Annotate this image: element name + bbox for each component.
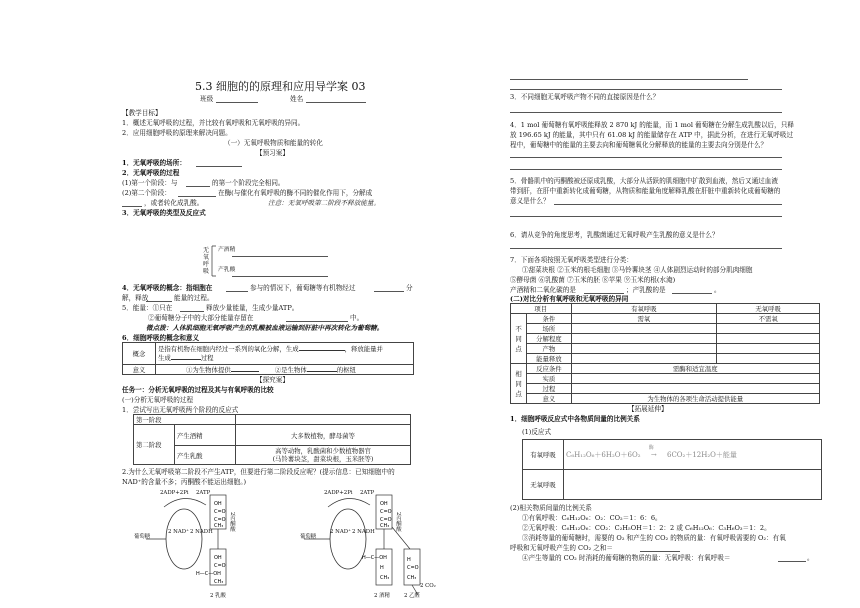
q2-stage2-tail: 在酶(与催化有氧呼吸的酶不同的催化作用下，分解成 — [218, 189, 373, 197]
d2-co2: 2 CO₂ — [420, 583, 436, 589]
extend-heading: 【拓展延伸】 — [628, 405, 668, 413]
ext-2e-blank[interactable] — [778, 561, 806, 562]
r-q4-line2[interactable] — [510, 169, 782, 170]
r-q7-e: 。 — [714, 286, 721, 294]
cmp-condition: 条件 — [527, 314, 571, 324]
svg-text:CH₃: CH₃ — [380, 575, 390, 581]
r-q7-b: ⑤酵母菌 ⑥乳酸菌 ⑦玉米的胚 ⑧苹果 ⑨玉米的根(水淹) — [510, 276, 676, 284]
q3-types: 3．无氧呼吸的类型及反应式 — [122, 209, 206, 217]
cmp-energy-aer[interactable] — [571, 354, 717, 364]
cmp-product-aer[interactable] — [571, 344, 717, 354]
r-q4-a: 4．1 mol 葡萄糖有氧呼吸能释放 2 870 kJ 的能量，而 1 mol 葡萄糖在分解生成乳酸以后，只释 — [510, 121, 794, 129]
cmp-reaction-condition: 反应条件 — [527, 364, 571, 374]
cmp-energy-ana[interactable] — [717, 354, 820, 364]
svg-text:OH: OH — [380, 501, 388, 507]
cmp-degree: 分解程度 — [527, 334, 571, 344]
eq-aerobic-formula — [564, 440, 822, 470]
ext-2c: ③消耗等量的葡萄糖时，需要的 O₂ 和产生的 CO₂ 的物质的量：有氧呼吸需要的 O₂：有氧 — [522, 534, 786, 542]
name-label: 姓名 — [290, 95, 304, 103]
r-q3: 3．不同细胞无氧呼吸产物不同的直接原因是什么？ — [510, 93, 660, 101]
question-why-2: NAD⁺的含量不多；丙酮酸不能运出细胞。) — [122, 478, 247, 486]
concept-blank1[interactable] — [299, 350, 345, 351]
svg-text:H—C—OH: H—C—OH — [362, 555, 387, 561]
task-1: 任务一：分析无氧呼吸的过程及其与有氧呼吸的比较 — [122, 386, 274, 394]
stage-2-lactic: 产生乳酸 — [175, 446, 236, 465]
cmp-process: 过程 — [527, 384, 571, 394]
svg-text:CH₃: CH₃ — [214, 579, 224, 585]
atp-arrow-2 — [328, 498, 370, 507]
r-q4-b: 放 196.65 kJ 的能量，其中只有 61.08 kJ 的能量储存在 ATP 中，据此分析，在进行无氧呼吸过 — [510, 131, 794, 139]
explore-heading: 【探究案】 — [256, 376, 289, 384]
ext-2d: 呼吸和无氧呼吸产生的 CO₂ 之和＝ — [510, 544, 614, 552]
cmp-site-aer[interactable] — [571, 324, 717, 334]
answer-line-top2[interactable] — [510, 89, 782, 90]
r-q7: 7．下面各项按照无氧呼吸类型进行分类： — [510, 256, 633, 264]
q4-blank2[interactable] — [374, 291, 404, 292]
type-lactic-line[interactable] — [232, 276, 328, 277]
concept-text-b: ，释放能量并 — [344, 344, 383, 353]
eq-arrow: 酶 → — [648, 444, 657, 459]
r-q5-line2[interactable] — [510, 216, 782, 217]
stage-1-answer[interactable] — [236, 415, 411, 425]
type-label: 无氧呼吸 — [203, 247, 210, 275]
stage-table — [133, 414, 411, 465]
cmp-condition-ana: 不需氧 — [717, 314, 820, 324]
cycle-ellipse-2 — [330, 509, 366, 569]
cmp-essence-v[interactable] — [571, 374, 820, 384]
goals-heading: 【教学目标】 — [122, 109, 162, 117]
cmp-degree-aer[interactable] — [571, 334, 717, 344]
eq-anaerobic: 无氧呼吸 — [523, 470, 564, 500]
lactic-organisms-1: 高等动物，乳酸菌和少数植物器官 — [275, 447, 371, 455]
eq-reactants: C₆H₁₂O₆＋6H₂O＋6O₂ — [566, 450, 641, 459]
cmp-same: 相同点 — [511, 364, 527, 404]
d1-lactate: 2 乳酸 — [210, 593, 226, 599]
svg-text:C=O: C=O — [380, 517, 392, 523]
q5-energy-c: ②葡萄糖分子中的大部分能量存留在 — [148, 314, 254, 322]
meaning-text-b: ②是生物体 — [274, 366, 307, 374]
q5-energy-b: 释放少量能量，生成少量ATP。 — [206, 304, 299, 312]
concept-table — [122, 342, 414, 375]
stage-2-head: 第二阶段 — [134, 425, 175, 465]
cmp-differences: 不同点 — [511, 314, 527, 364]
q2-stage1: (1)第一个阶段：与 — [122, 179, 178, 187]
svg-text:CH₃: CH₃ — [380, 523, 390, 529]
meaning-text-c: 的枢纽 — [336, 366, 356, 374]
preview-heading: 【预习案】 — [256, 149, 289, 157]
q2-stage2-end: ，或者转化成乳酸。 — [144, 199, 204, 207]
concept-blank2[interactable] — [171, 359, 201, 360]
q4-blank1[interactable] — [226, 291, 248, 292]
cmp-significance: 意义 — [527, 394, 571, 404]
meaning-blank2[interactable] — [307, 371, 337, 372]
question-why-1: 2.为什么无氧呼吸第二阶段不产生ATP，但要进行第二阶段反应呢？(提示信息：已知细胞中的 — [122, 468, 395, 476]
d1-nadh: 2 NADH — [190, 529, 213, 535]
r-q7-a: ①甜菜块根 ②玉米的根毛细胞 ③马铃薯块茎 ④人体剧烈运动时的部分肌肉细胞 — [522, 266, 753, 274]
d2-atp: 2ATP — [360, 490, 375, 496]
q5-blank2[interactable] — [286, 321, 348, 322]
svg-text:C=O: C=O — [214, 563, 226, 569]
q4-concept-d: 解，释放 — [122, 294, 149, 302]
eq-anaerobic-answer[interactable] — [564, 470, 822, 500]
task-1b: 1．尝试写出无氧呼吸两个阶段的反应式 — [122, 406, 239, 414]
eq-aerobic: 有氧呼吸 — [523, 440, 564, 470]
cmp-site: 场所 — [527, 324, 571, 334]
task-1a: (一)分析无氧呼吸的过程 — [122, 396, 194, 404]
q6-concept-meaning: 6．细胞呼吸的概念和意义 — [122, 334, 200, 342]
ext-2a: ①有氧呼吸：C₆H₁₂O₆：O₂：CO₂＝1：6：6。 — [522, 514, 662, 522]
cmp-anaerobic: 无氧呼吸 — [717, 304, 820, 314]
type-alcohol-line[interactable] — [232, 256, 328, 257]
q4-blank3[interactable] — [146, 301, 172, 302]
q5-energy: 5．能量：①只在 — [122, 304, 173, 312]
r-q5-line1[interactable] — [554, 204, 782, 205]
q4-concept-b: 参与的情况下，葡萄糖等有机物经过 — [250, 284, 356, 292]
equation-table — [522, 439, 822, 500]
meaning-head: 意义 — [123, 365, 156, 375]
compare-table — [510, 303, 820, 404]
svg-text:H: H — [380, 565, 384, 571]
ext-2: (2)相关物质间量的比例关系 — [510, 504, 592, 512]
meaning-blank1[interactable] — [231, 371, 259, 372]
r-q6: 6．请从竞争的角度思考，乳酸菌通过无氧呼吸产生乳酸的意义是什么？ — [510, 231, 719, 239]
r-q7-d: ；产乳酸的是 — [626, 286, 666, 294]
concept-text-d: 过程 — [200, 353, 214, 362]
ext-1: 1．细胞呼吸反应式中各物质间量的比例关系 — [510, 415, 640, 423]
goal-2: 2．应用细胞呼吸的原理来解决问题。 — [122, 129, 232, 137]
q2a-blank[interactable] — [186, 186, 210, 187]
type-lactic: 产乳酸 — [218, 267, 236, 273]
meaning-cell[interactable] — [156, 365, 414, 375]
stage-1-head: 第一阶段 — [134, 415, 236, 425]
note-1: 注意：无氧呼吸第二阶段不释放能量。 — [268, 199, 381, 207]
cmp-significance-v: 为生物体的各项生命活动提供能量 — [571, 394, 820, 404]
compare-heading: (二)对比分析有氧呼吸和无氧呼吸的异同 — [510, 295, 629, 303]
class-label: 班级 — [200, 95, 214, 103]
r-q7-blank1[interactable] — [584, 293, 624, 294]
d1-adp: 2ADP+2Pi — [160, 490, 189, 496]
svg-text:CH₃: CH₃ — [214, 523, 224, 529]
goal-1: 1．概述无氧呼吸的过程，并比较有氧呼吸和无氧呼吸的异同。 — [122, 119, 305, 127]
cmp-reaction-condition-v: 需酶和适宜温度 — [571, 364, 820, 374]
eq-products: 6CO₂＋12H₂O＋能量 — [667, 450, 737, 459]
svg-text:C=O: C=O — [407, 565, 419, 571]
cmp-item: 项目 — [511, 304, 572, 314]
q4-concept: 4．无氧呼吸的概念：指细胞在 — [122, 284, 213, 292]
cmp-product: 产物 — [527, 344, 571, 354]
d2-nadh: 2 NADH — [352, 529, 375, 535]
d2-glucose: 葡萄糖 — [300, 534, 317, 540]
stage-2-lactic-organisms[interactable] — [236, 446, 411, 465]
r-q3-line[interactable] — [510, 112, 782, 113]
r-q5-c: 意义是什么？ — [510, 197, 550, 205]
svg-text:CH₃: CH₃ — [407, 575, 417, 581]
r-q7-blank2[interactable] — [672, 293, 712, 294]
q4-concept-c: 分 — [406, 284, 413, 292]
d2-nad: 2 NAD⁺ — [330, 529, 351, 535]
q2-process: 2．无氧呼吸的过程 — [122, 169, 180, 177]
page-title: 5.3 细胞的的原理和应用导学案 03 — [195, 80, 366, 93]
svg-text:H: H — [407, 557, 411, 563]
r-q4-line1[interactable] — [510, 157, 782, 158]
svg-text:C=O: C=O — [214, 509, 226, 515]
name-blank[interactable] — [306, 102, 366, 103]
svg-text:C=O: C=O — [214, 517, 226, 523]
answer-line-top[interactable] — [510, 79, 748, 80]
q2b-blank[interactable] — [178, 196, 216, 197]
d1-nad: 2 NAD⁺ — [168, 529, 189, 535]
svg-text:C=O: C=O — [380, 509, 392, 515]
svg-text:OH: OH — [214, 555, 222, 561]
ext-2f: 。 — [807, 554, 814, 562]
cmp-degree-ana[interactable] — [717, 334, 820, 344]
class-blank[interactable] — [216, 102, 258, 103]
d2-pyruvate: 2丙酮酸 — [395, 512, 401, 532]
ext-2e: ④产生等量的 CO₂ 时消耗的葡萄糖的物质的量：无氧呼吸：有氧呼吸＝ — [522, 554, 731, 562]
d1-glucose: 葡萄糖 — [134, 534, 151, 540]
concept-head: 概念 — [123, 343, 156, 365]
cmp-essence: 实质 — [527, 374, 571, 384]
meaning-text-a: ①为生物体提供 — [186, 366, 231, 374]
r-q7-c: 产酒精和二氧化碳的是 — [510, 286, 576, 294]
stage-2-alcohol-organisms[interactable]: 大多数植物，酵母菌等 — [236, 425, 411, 446]
q1-blank[interactable] — [196, 166, 242, 167]
cycle-ellipse-1 — [166, 509, 202, 569]
q5-blank1[interactable] — [180, 311, 204, 312]
concept-text-c: 生成 — [158, 353, 171, 362]
cmp-aerobic: 有氧呼吸 — [571, 304, 717, 314]
q2-stage2: (2)第二个阶段： — [122, 189, 171, 197]
d2-adp: 2ADP+2Pi — [324, 490, 353, 496]
cmp-condition-aer: 需氧 — [571, 314, 717, 324]
q5-energy-d: 中。 — [350, 314, 364, 322]
r-q4-c: 程中，葡萄糖中的能量的主要去向和葡萄糖氧化分解释放的能量的主要去向分别是什么？ — [510, 141, 768, 149]
d2-acetaldehyde: 2 乙醛 — [404, 593, 420, 599]
atp-arrow-1 — [164, 498, 206, 507]
eq-enzyme: 酶 — [648, 444, 654, 451]
cmp-product-ana[interactable] — [717, 344, 820, 354]
lactic-fermentation-diagram — [134, 487, 264, 607]
d2-ethanol: 2 酒精 — [374, 593, 390, 599]
alcohol-fermentation-diagram — [290, 487, 440, 607]
d1-pyruvate: 2丙酮酸 — [229, 512, 235, 532]
type-alcohol: 产酒精 — [218, 247, 236, 253]
q4-concept-e: 能量的过程。 — [174, 294, 214, 302]
concept-cell[interactable] — [156, 343, 414, 365]
cmp-site-ana[interactable] — [717, 324, 820, 334]
section-1-heading: （一）无氧呼吸物质和能量的转化 — [224, 139, 323, 147]
stage-2-alcohol: 产生酒精 — [175, 425, 236, 446]
cmp-process-v[interactable] — [571, 384, 820, 394]
r-q5-a: 5．骨骼肌中的丙酮酸被还原成乳酸，大部分从活跃的肌细胞中扩散到血液，然后又通过血液 — [510, 177, 778, 185]
ext-2d-blank[interactable] — [640, 551, 680, 552]
note-2: 微点拨：人体肌细胞无氧呼吸产生的乳酸被血液运输到肝脏中再次转化为葡萄糖。 — [146, 324, 384, 332]
ext-2b: ②无氧呼吸：C₆H₁₂O₆：CO₂：C₂H₅OH＝1：2：2 或 C₆H₁₂O₆：C₃H₆O₃＝1：2。 — [522, 524, 771, 532]
r-q5-b: 带到肝，在肝中重新转化成葡萄糖，从物质和能量角度解释乳酸在肝脏中重新转化成葡萄糖的 — [510, 187, 781, 195]
q2-stage1-tail: 的第一个阶段完全相同。 — [212, 179, 285, 187]
q2b2-blank[interactable] — [122, 206, 142, 207]
svg-text:H—C—OH: H—C—OH — [196, 571, 221, 577]
ext-1a: (1)反应式 — [522, 428, 552, 436]
svg-text:OH: OH — [214, 501, 222, 507]
cmp-energy: 能量释放 — [527, 354, 571, 364]
d1-atp: 2ATP — [196, 490, 211, 496]
lactic-organisms-2: (马铃薯块茎，甜菜块根，玉米胚等) — [272, 455, 374, 463]
concept-text-a: 是指有机物在细胞内经过一系列的氧化分解，生成 — [158, 344, 299, 353]
q1-site: 1．无氧呼吸的场所： — [122, 159, 186, 167]
r-q6-line[interactable] — [510, 248, 782, 249]
